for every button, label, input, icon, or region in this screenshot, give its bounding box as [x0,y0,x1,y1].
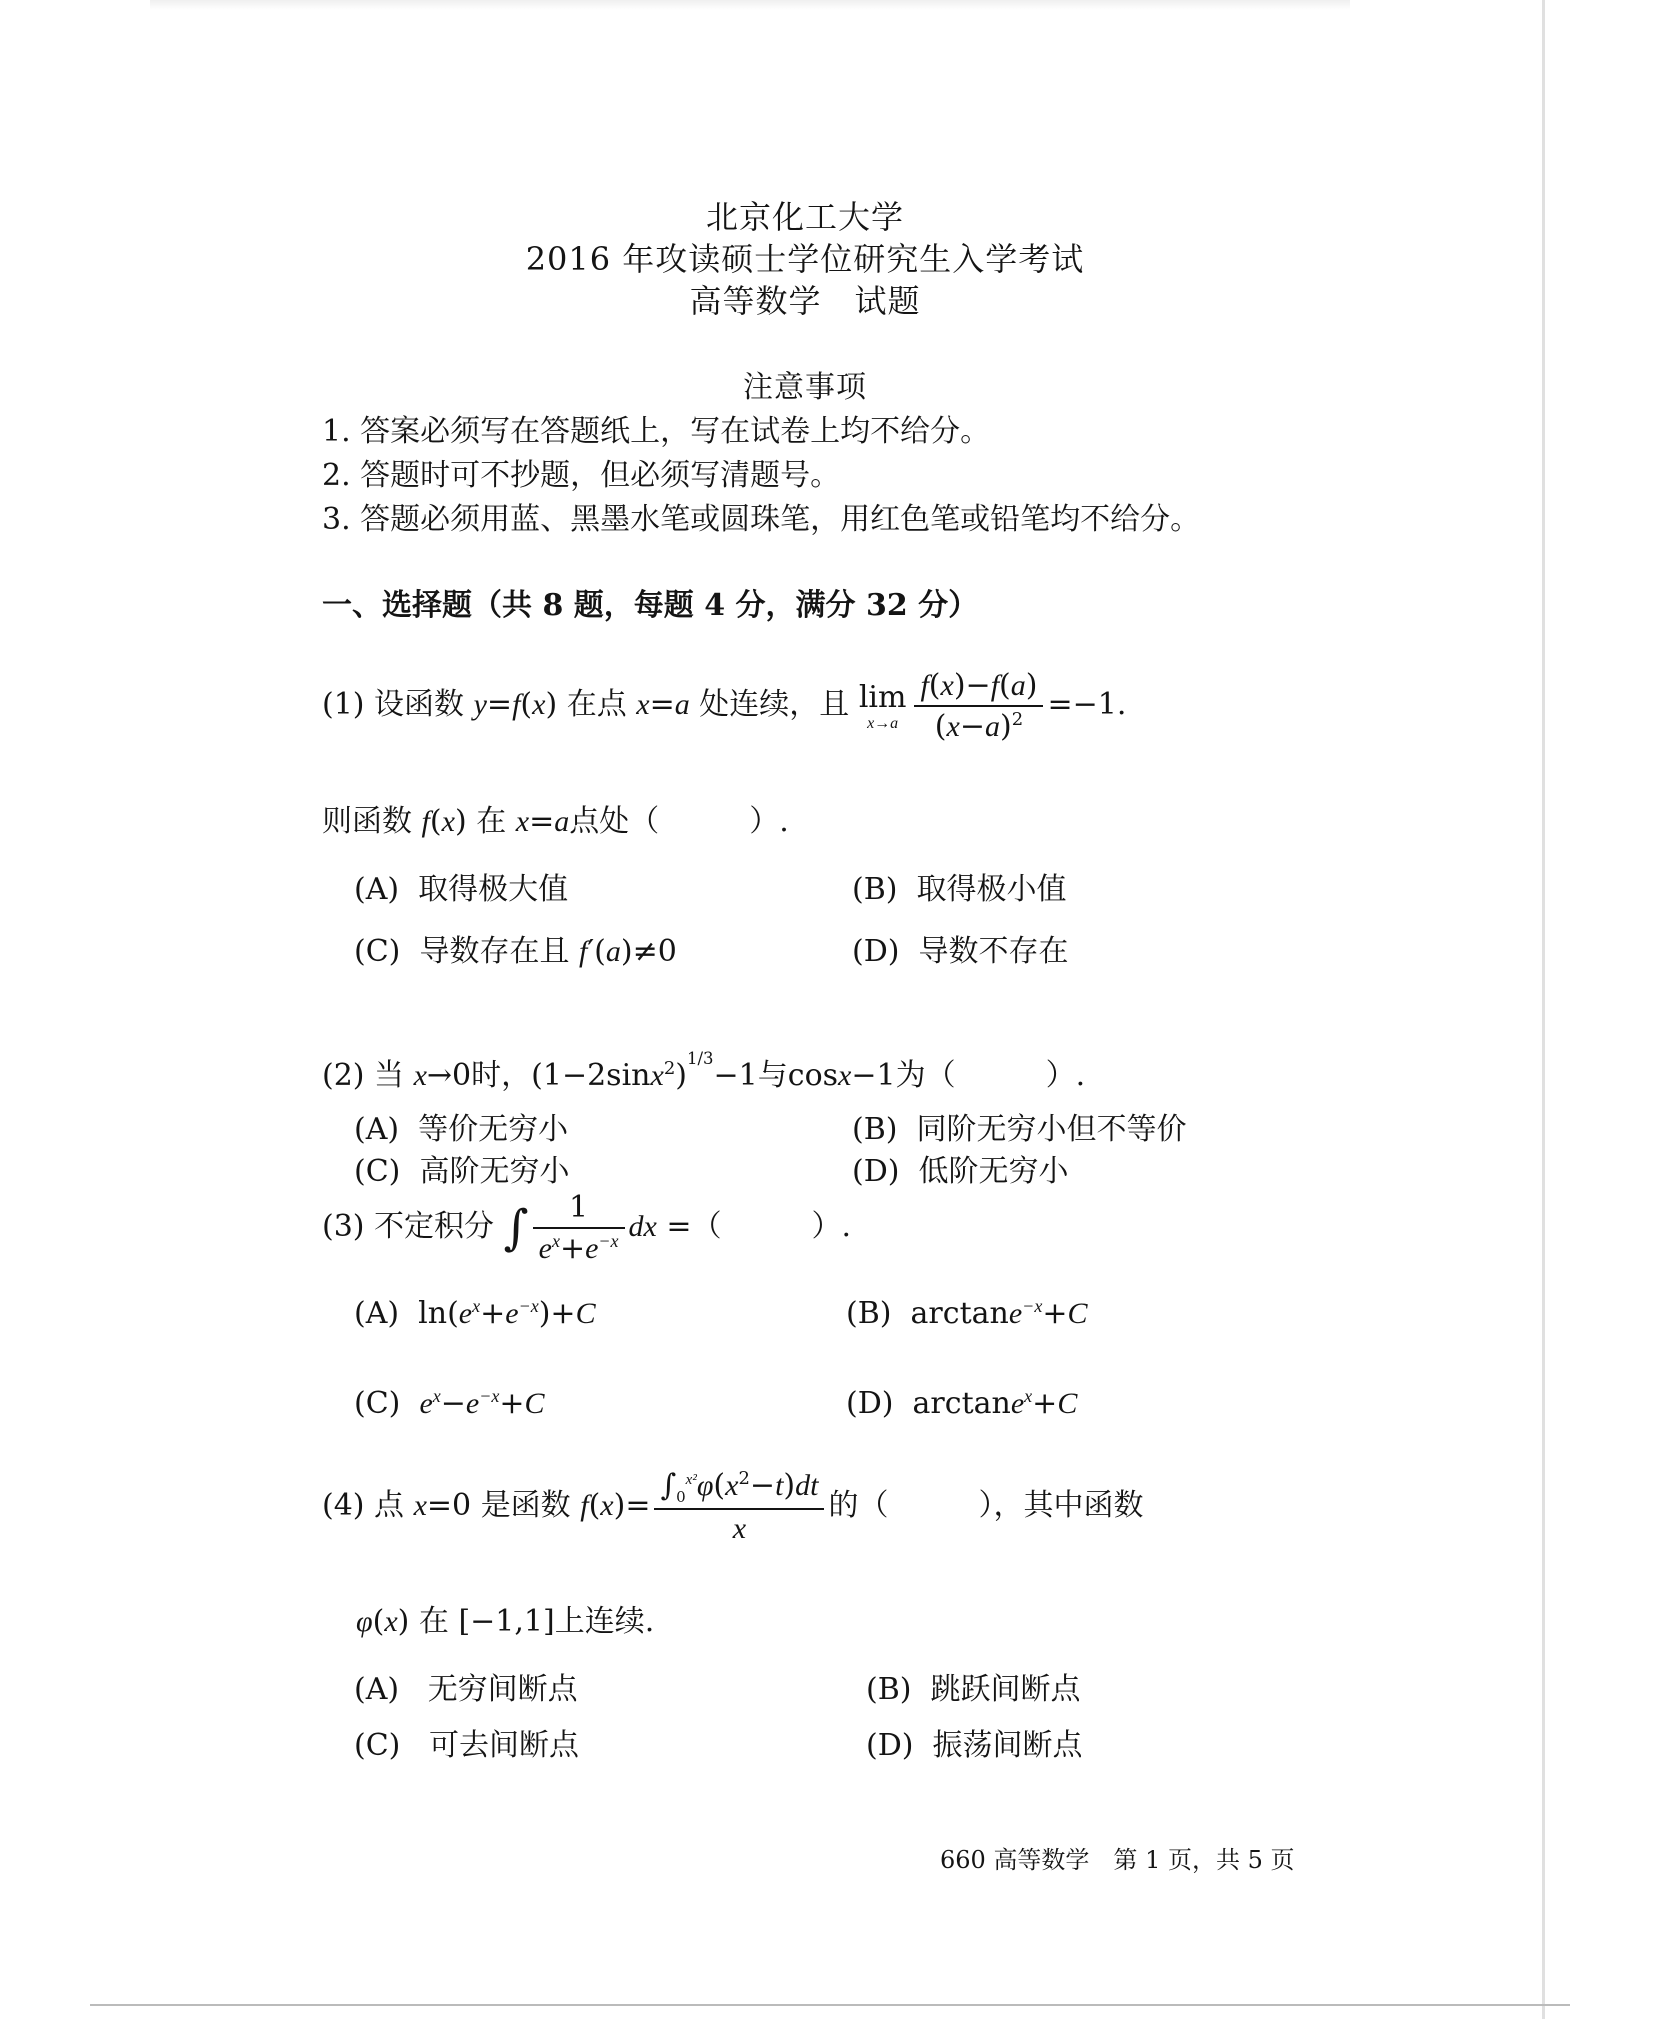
subject-title: 高等数学 试题 [689,282,921,320]
question-text: 上连续. [554,1604,655,1639]
option-key: (A) [354,872,400,907]
question-text: 是函数 [480,1488,571,1523]
question-text: 不定积分 [374,1209,495,1244]
option-key: (C) [354,934,401,969]
option-1c: (C) 导数存在且 f′(a)≠0 [354,934,677,969]
option-text: 等价无穷小 [418,1112,569,1147]
option-text: 取得极大值 [418,872,569,907]
option-text: 低阶无穷小 [918,1154,1069,1189]
formula: y [473,688,487,721]
option-4d [866,1720,1083,1764]
option-text: 无穷间断点 [427,1672,578,1707]
integral-sign: ∫ [503,1200,529,1256]
question-text: 在 [418,1604,449,1639]
limit-fraction: $\frac{f(x)-f(a)}{(x-a)^2}$ [914,668,1043,744]
question-text: 则函数 [322,804,412,839]
option-key: (D) [852,934,900,969]
notice-title: 注意事项 [743,370,867,405]
option-3c: (C) $e^x-e^{-x}+C$ [354,1386,545,1421]
option-3d: (D) arctane$^x$+C [846,1386,1078,1421]
option-2d [852,1146,1069,1190]
option-key: (B) [866,1672,912,1707]
option-1a [354,864,568,908]
question-4-stem: (4) 点 x=0 是函数 f(x)= $\frac{\int_0^{x^2}\varphi(x^2-t)dt}{x}$ 的（ ），其中函数 [322,1468,1144,1545]
option-3a: (A) $\ln(e^x+e^{-x})+C$ [354,1296,596,1331]
question-text: 为（ ）. [895,1058,1086,1093]
option-2b [852,1104,1187,1148]
option-key: (A) [354,1296,400,1331]
option-text: 同阶无穷小但不等价 [916,1112,1187,1147]
option-key: (B) [846,1296,892,1331]
option-text: 可去间断点 [428,1728,579,1763]
question-number: (1) [322,687,365,722]
notice-item-2: 2. 答题时可不抄题，但必须写清题号。 [322,458,841,493]
function-fraction: $\frac{\int_0^{x^2}\varphi(x^2-t)dt}{x}$ [654,1468,824,1546]
question-text: 设函数 [374,687,465,722]
option-3b: (B) arctane$^{-x}$+C [846,1296,1088,1331]
question-text: 在点 [566,687,627,722]
notice-item-1: 1. 答案必须写在答题纸上，写在试卷上均不给分。 [322,414,991,449]
option-text: 跳跃间断点 [930,1672,1081,1707]
option-4c [354,1720,579,1764]
option-key: (C) [354,1728,401,1763]
question-1-stem: (1) 设函数 y=f(x) 在点 x=a 处连续，且 lim x→a $\frac{f(x)-f(a)}{(x-a)^2}$ =−1. [322,668,1127,744]
question-text: 与 [757,1058,788,1093]
option-key: (B) [852,1112,898,1147]
question-text: 点处（ ）. [569,804,789,839]
option-4a [354,1664,578,1708]
option-text: 导数存在且 [419,934,570,969]
option-1d [852,926,1069,970]
question-text: （ ）. [691,1209,852,1244]
question-text: 当 [374,1058,405,1093]
university-title: 北京化工大学 [705,198,904,236]
option-key: (D) [866,1728,914,1763]
option-key: (A) [354,1672,400,1707]
option-key: (D) [846,1386,894,1421]
option-4b [866,1664,1081,1708]
page-footer: 660 高等数学 第 1 页，共 5 页 [940,1846,1295,1874]
question-number: (3) [322,1209,365,1244]
question-3-stem: (3) 不定积分 ∫ $\frac{1}{e^x+e^{-x}}$ dx =（ ）. [322,1190,852,1266]
question-text: 在 [476,804,507,839]
option-1b [852,864,1067,908]
option-text: 导数不存在 [918,934,1069,969]
question-text: 点 [374,1488,405,1523]
exam-title: 2016 年攻读硕士学位研究生入学考试 [525,240,1085,278]
question-1-stem-cont: 则函数 f(x) 在 x=a点处（ ）. [322,804,789,839]
scan-edge-bottom [90,2004,1570,2006]
scan-artifact-top [150,0,1350,10]
option-2c [354,1146,569,1190]
section-heading: 一、选择题（共 8 题，每题 4 分，满分 32 分） [322,588,979,623]
question-4-stem-cont: φ(x) 在 [−1,1]上连续. [356,1604,655,1639]
option-key: (D) [852,1154,900,1189]
question-number: (4) [322,1488,365,1523]
option-key: (C) [354,1386,401,1421]
integrand-fraction: $\frac{1}{e^x+e^{-x}}$ [533,1190,625,1266]
notice-item-3: 3. 答题必须用蓝、黑墨水笔或圆珠笔，用红色笔或铅笔均不给分。 [322,502,1201,537]
question-text: 的（ ），其中函数 [828,1488,1144,1523]
question-text: 时， [471,1058,532,1093]
option-key: (C) [354,1154,401,1189]
limit-symbol: lim x→a [858,679,907,732]
option-text: 高阶无穷小 [419,1154,570,1189]
option-2a [354,1104,568,1148]
option-text: 取得极小值 [916,872,1067,907]
question-2-stem: (2) 当 x→0时，$(1-2\sin x^2)^{1/3}-1$与cosx−1为（ ）. [322,1049,1086,1093]
option-text: 振荡间断点 [932,1728,1083,1763]
option-key: (B) [852,872,898,907]
option-key: (A) [354,1112,400,1147]
question-number: (2) [322,1058,365,1093]
question-text: 处连续，且 [699,687,850,722]
